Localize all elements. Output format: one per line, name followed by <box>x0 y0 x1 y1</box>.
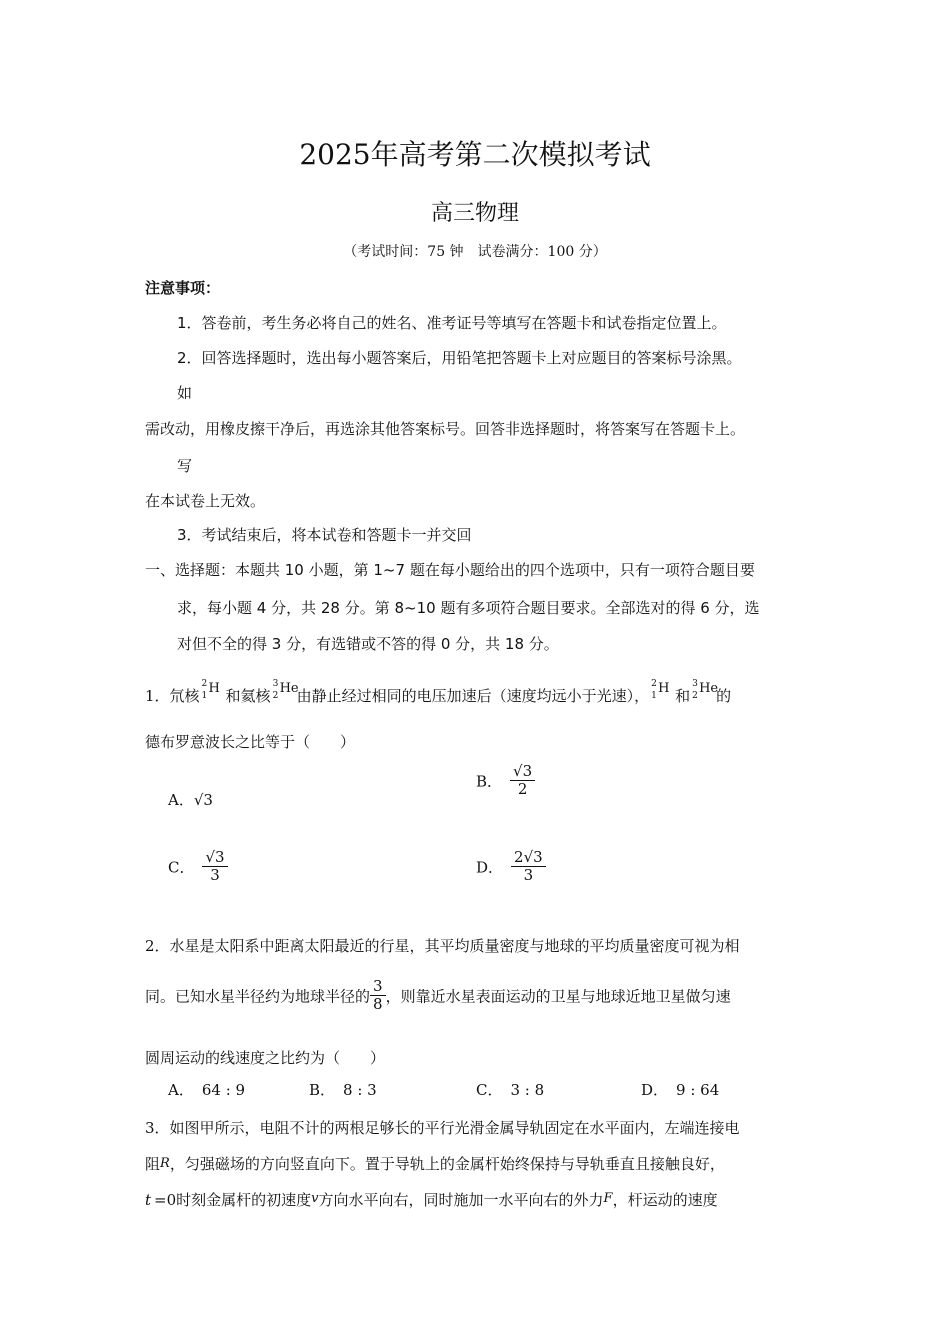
q2-option-d: D． 9 : 64 <box>641 1081 720 1099</box>
q1-text-e: 的 <box>716 687 732 705</box>
q1-text-a: 1．氘核 <box>145 687 200 705</box>
q3-stem-line3: t =0时刻金属杆的初速度v方向水平向右，同时施加一水平向右的外力F，杆运动的速度 <box>145 1191 718 1209</box>
q1-option-d: D． $\frac{2√3}{3}$ <box>476 849 546 885</box>
q3-stem-line1: 3．如图甲所示，电阻不计的两根足够长的平行光滑金属导轨固定在水平面内，左端连接电 <box>145 1119 740 1137</box>
q2-option-c: C． 3 : 8 <box>476 1081 545 1099</box>
deuteron-nuclide: 2 1 H <box>201 679 220 701</box>
section1-line2: 求，每小题 4 分，共 28 分。第 8~10 题有多项符合题目要求。全部选对的得 6 分，选 <box>177 599 760 617</box>
page-title: 2025年高考第二次模拟考试 <box>299 138 651 171</box>
notes-item-2c: 需改动，用橡皮擦干净后，再选涂其他答案标号。回答非选择题时，将答案写在答题卡上。 <box>145 420 746 438</box>
section1-line1: 一、选择题：本题共 10 小题，第 1~7 题在每小题给出的四个选项中，只有一项符合题目要 <box>145 561 755 579</box>
notes-item-2e: 在本试卷上无效。 <box>145 492 266 510</box>
helium-nuclide: 3 2 He <box>272 679 299 701</box>
q3-stem-line2: 阻R，匀强磁场的方向竖直向下。置于导轨上的金属杆始终保持与导轨垂直且接触良好， <box>145 1155 725 1173</box>
q2-option-a: A． 64 : 9 <box>168 1081 246 1099</box>
q1-stem-line2: 德布罗意波长之比等于（ ） <box>145 733 356 751</box>
q1-option-b: B． $\frac{√3}{2}$ <box>476 763 535 799</box>
q1-text-b: 和氦核 <box>225 687 271 705</box>
notes-item-2d: 写 <box>177 457 193 475</box>
q2-stem-line3: 圆周运动的线速度之比约为（ ） <box>145 1049 386 1067</box>
q2-stem-line1: 2．水星是太阳系中距离太阳最近的行星，其平均质量密度与地球的平均质量密度可视为相 <box>145 937 740 955</box>
q2-option-b: B． 8 : 3 <box>309 1081 377 1099</box>
notes-heading: 注意事项： <box>145 279 221 297</box>
section1-line3: 对但不全的得 3 分，有选错或不答的得 0 分，共 18 分。 <box>177 635 559 653</box>
page-subtitle: 高三物理 <box>430 201 519 226</box>
q1-text-d: 和 <box>675 687 691 705</box>
notes-item-1: 1．答卷前，考生务必将自己的姓名、准考证号等填写在答题卡和试卷指定位置上。 <box>177 314 727 332</box>
q1-text-c: 由静止经过相同的电压加速后（速度均远小于光速）， <box>296 687 650 705</box>
notes-item-2a: 2．回答选择题时，选出每小题答案后，用铅笔把答题卡上对应题目的答案标号涂黑。 <box>177 349 742 367</box>
q1-option-a: A．√3 <box>168 791 213 809</box>
q2-stem-line2: 同。已知水星半径约为地球半径的 $\frac{3}{8}$ ，则靠近水星表面运动的卫星与地球近地卫星做匀速 <box>145 977 731 1014</box>
deuteron-nuclide: 2 1 H <box>651 679 670 701</box>
q1-option-c: C． $\frac{√3}{3}$ <box>168 849 228 885</box>
notes-item-2b: 如 <box>177 384 193 402</box>
exam-info: （考试时间：75 钟 试卷满分：100 分） <box>343 244 607 260</box>
helium-nuclide: 3 2 He <box>692 679 719 701</box>
q1-stem-line1 <box>145 681 731 706</box>
notes-item-3: 3．考试结束后，将本试卷和答题卡一并交回 <box>177 526 472 544</box>
